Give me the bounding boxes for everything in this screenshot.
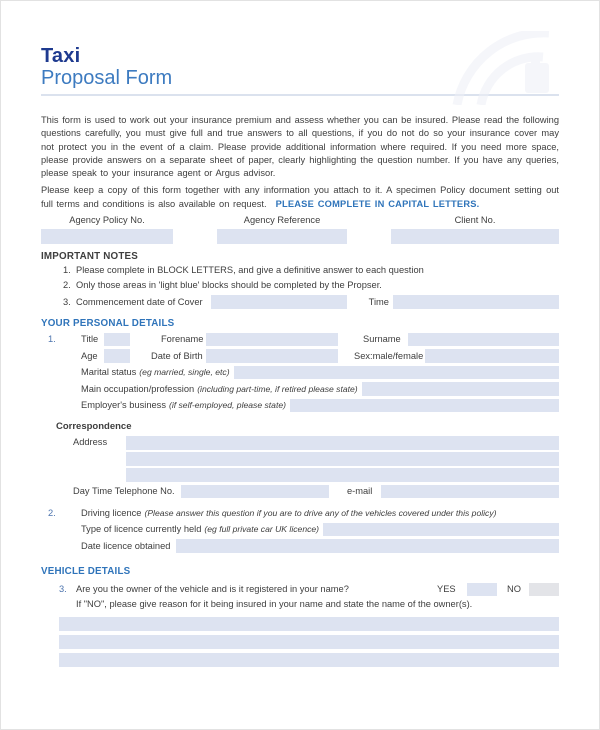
licence-type-hint: (eg full private car UK licence)	[204, 524, 320, 535]
intro-paragraph: This form is used to work out your insurance premium and assess whether you can be insured. Please read the following questions carefully, you must give full and true answers to all questions, if you do not do so your insurance cover may not protect you in the event of a claim. Please provide additional information where required. If you need more space, please provide answers on a separate sheet of paper, clearly highlighting the question number. If you have any queries, please speak to your insurance agent or Argus advisor.	[41, 115, 559, 179]
owner-question-row	[41, 582, 559, 598]
question-2-number: 2.	[48, 507, 56, 518]
address-label: Address	[73, 437, 108, 448]
surname-label: Surname	[363, 334, 401, 345]
client-no-field	[391, 214, 559, 244]
marital-status-hint: (eg married, single, etc)	[139, 367, 230, 378]
commencement-time-label: Time	[368, 296, 389, 307]
note-2-number: 2.	[63, 280, 71, 291]
employer-business-hint: (if self-employed, please state)	[168, 400, 286, 411]
commencement-date-input[interactable]	[211, 295, 347, 309]
vehicle-details-heading: VEHICLE DETAILS	[41, 565, 131, 577]
agency-policy-label: Agency Policy No.	[69, 215, 145, 226]
owner-followup-text: If "NO", please give reason for it being insured in your name and state the name of the owner(s).	[76, 599, 473, 610]
employer-business-row	[41, 398, 559, 414]
agency-reference-label: Agency Reference	[243, 215, 321, 226]
form-header	[41, 45, 559, 96]
no-checkbox[interactable]	[529, 583, 559, 597]
form-subtitle: Proposal Form	[41, 67, 173, 89]
sex-input[interactable]	[425, 349, 559, 363]
surname-input[interactable]	[408, 333, 559, 347]
important-note-2	[41, 279, 559, 292]
note-1-text: Please complete in BLOCK LETTERS, and give a definitive answer to each question	[76, 265, 424, 276]
licence-type-input[interactable]	[323, 523, 559, 537]
agency-policy-input[interactable]	[41, 229, 173, 244]
important-note-1	[41, 264, 559, 277]
licence-date-row	[41, 538, 559, 554]
occupation-input[interactable]	[362, 382, 559, 396]
licence-date-label: Date licence obtained	[81, 540, 171, 551]
driving-licence-hint: (Please answer this question if you are to drive any of the vehicles covered under this policy)	[144, 507, 497, 518]
client-no-input[interactable]	[391, 229, 559, 244]
owner-reason-input-1[interactable]	[59, 617, 559, 631]
forename-input[interactable]	[206, 333, 338, 347]
occupation-row	[41, 381, 559, 397]
email-input[interactable]	[381, 485, 559, 499]
age-label: Age	[81, 350, 98, 361]
dob-label: Date of Birth	[151, 350, 203, 361]
employer-business-input[interactable]	[290, 399, 559, 413]
email-label: e-mail	[347, 486, 373, 497]
licence-type-label: Type of licence currently held	[81, 524, 202, 535]
title-label: Title	[81, 334, 99, 345]
client-no-label: Client No.	[454, 215, 496, 226]
no-label: NO	[507, 584, 521, 595]
correspondence-heading: Correspondence	[56, 421, 132, 433]
phone-email-row	[41, 484, 559, 500]
yes-label: YES	[437, 584, 456, 595]
dob-input[interactable]	[206, 349, 338, 363]
watermark-logo-icon	[451, 31, 563, 105]
important-note-3	[41, 294, 559, 310]
forename-label: Forename	[161, 334, 204, 345]
occupation-hint: (including part-time, if retired please state)	[197, 383, 358, 394]
age-dob-sex-row	[41, 348, 559, 364]
reference-fields-row	[41, 214, 559, 244]
occupation-label: Main occupation/profession	[81, 383, 195, 394]
sex-label: Sex:male/female	[354, 350, 424, 361]
note-1-number: 1.	[63, 265, 71, 276]
daytime-phone-label: Day Time Telephone No.	[73, 486, 175, 497]
owner-question-text: Are you the owner of the vehicle and is it registered in your name?	[76, 584, 349, 595]
marital-status-label: Marital status	[81, 367, 137, 378]
name-row	[41, 332, 559, 348]
marital-status-row	[41, 365, 559, 381]
owner-reason-inputs	[59, 617, 559, 667]
note-2-text: Only those areas in 'light blue' blocks should be completed by the Propser.	[76, 280, 382, 291]
copy-notice-text: Please keep a copy of this form together with any information you attach to it. A specimen Policy document setting out full terms and conditions is also available on request.	[41, 185, 559, 209]
licence-date-input[interactable]	[176, 539, 559, 553]
age-input[interactable]	[104, 349, 130, 363]
question-1-number: 1.	[48, 334, 56, 345]
address-input-line-3[interactable]	[126, 468, 559, 482]
capital-letters-notice: PLEASE COMPLETE IN CAPITAL LETTERS.	[275, 198, 480, 209]
commencement-date-label: Commencement date of Cover	[76, 296, 203, 307]
title-input[interactable]	[104, 333, 130, 347]
important-notes-heading: IMPORTANT NOTES	[41, 251, 138, 263]
owner-reason-input-3[interactable]	[59, 653, 559, 667]
yes-checkbox[interactable]	[467, 583, 497, 597]
driving-licence-row	[41, 505, 559, 521]
address-row	[41, 436, 559, 482]
marital-status-input[interactable]	[234, 366, 559, 380]
owner-reason-input-2[interactable]	[59, 635, 559, 649]
note-3-number: 3.	[63, 296, 71, 307]
question-1-block	[41, 332, 559, 414]
driving-licence-label: Driving licence	[81, 507, 142, 518]
daytime-phone-input[interactable]	[181, 485, 329, 499]
form-title: Taxi	[41, 45, 81, 67]
copy-notice-paragraph	[41, 184, 559, 211]
employer-business-label: Employer's business	[81, 400, 166, 411]
agency-reference-input[interactable]	[217, 229, 347, 244]
agency-policy-field	[41, 214, 173, 244]
licence-type-row	[41, 522, 559, 538]
commencement-time-input[interactable]	[393, 295, 559, 309]
question-3-number: 3.	[59, 584, 67, 595]
personal-details-heading: YOUR PERSONAL DETAILS	[41, 317, 175, 329]
agency-reference-field	[217, 214, 347, 244]
address-input-line-1[interactable]	[126, 436, 559, 450]
address-inputs	[126, 436, 559, 482]
address-input-line-2[interactable]	[126, 452, 559, 466]
